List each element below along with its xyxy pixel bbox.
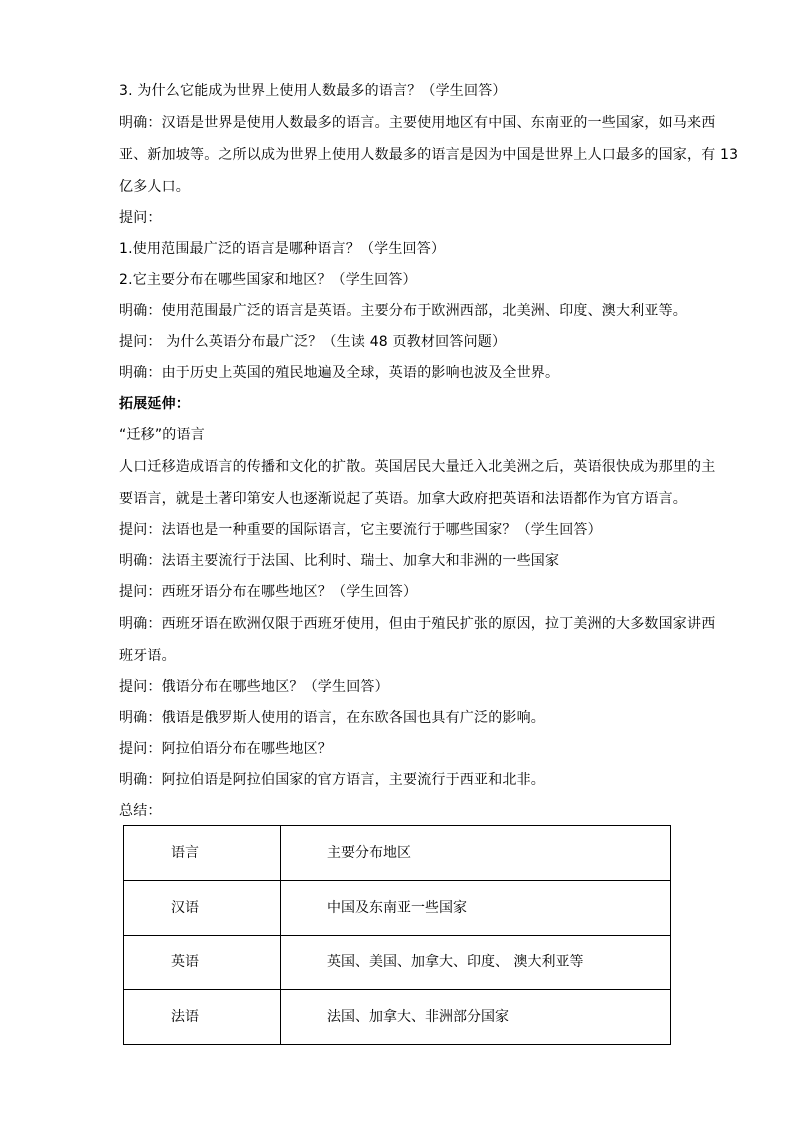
table-cell-language: 英语 [124, 935, 281, 990]
answer-chinese-line-2: 亚、新加坡等。之所以成为世界上使用人数最多的语言是因为中国是世界上人口最多的国家，有 13 [119, 147, 739, 163]
table-header-language: 语言 [124, 826, 281, 881]
answer-spanish-line-2: 班牙语。 [119, 648, 176, 664]
table-cell-region: 法国、加拿大、非洲部分国家 [281, 990, 671, 1045]
table-cell-language: 法语 [124, 990, 281, 1045]
table-cell-language: 汉语 [124, 880, 281, 935]
answer-russian: 明确：俄语是俄罗斯人使用的语言，在东欧各国也具有广泛的影响。 [119, 710, 545, 726]
question-1: 1.使用范围最广泛的语言是哪种语言？（学生回答） [119, 241, 446, 257]
table-cell-region: 英国、美国、加拿大、印度、 澳大利亚等 [281, 935, 671, 990]
answer-chinese-line-1: 明确：汉语是世界是使用人数最多的语言。主要使用地区有中国、东南亚的一些国家，如马来西 [119, 115, 716, 131]
section-heading-extension: 拓展延伸： [119, 396, 190, 412]
question-french: 提问：法语也是一种重要的国际语言，它主要流行于哪些国家？（学生回答） [119, 522, 602, 538]
summary-label: 总结： [119, 803, 162, 819]
answer-spanish-line-1: 明确：西班牙语在欧洲仅限于西班牙使用，但由于殖民扩张的原因，拉丁美洲的大多数国家讲西 [119, 616, 716, 632]
summary-table [123, 825, 671, 1045]
migration-paragraph-line-2: 要语言，就是土著印第安人也逐渐说起了英语。加拿大政府把英语和法语都作为官方语言。 [119, 491, 687, 507]
question-russian: 提问：俄语分布在哪些地区？（学生回答） [119, 679, 389, 695]
answer-english: 明确：使用范围最广泛的语言是英语。主要分布于欧洲西部，北美洲、印度、澳大利亚等。 [119, 303, 687, 319]
table-header-region: 主要分布地区 [281, 826, 671, 881]
answer-arabic: 明确：阿拉伯语是阿拉伯国家的官方语言，主要流行于西亚和北非。 [119, 772, 545, 788]
table-row [124, 880, 671, 935]
question-spanish: 提问：西班牙语分布在哪些地区？（学生回答） [119, 584, 418, 600]
table-row [124, 935, 671, 990]
migration-paragraph-line-1: 人口迁移造成语言的传播和文化的扩散。英国居民大量迁入北美洲之后，英语很快成为那里的主 [119, 459, 716, 475]
question-arabic: 提问：阿拉伯语分布在哪些地区？ [119, 741, 332, 757]
question-2: 2.它主要分布在哪些国家和地区？（学生回答） [119, 272, 417, 288]
subheading-migration-language: “迁移”的语言 [119, 427, 205, 443]
table-cell-region: 中国及东南亚一些国家 [281, 880, 671, 935]
table-header-row [124, 826, 671, 881]
answer-chinese-line-3: 亿多人口。 [119, 179, 190, 195]
answer-french: 明确：法语主要流行于法国、比利时、瑞士、加拿大和非洲的一些国家 [119, 553, 560, 569]
question-3: 3. 为什么它能成为世界上使用人数最多的语言？（学生回答） [119, 83, 507, 99]
table-row [124, 990, 671, 1045]
question-english-why: 提问： 为什么英语分布最广泛？（生读 48 页教材回答问题） [119, 334, 507, 350]
question-label: 提问： [119, 210, 162, 226]
answer-english-why: 明确：由于历史上英国的殖民地遍及全球，英语的影响也波及全世界。 [119, 365, 560, 381]
